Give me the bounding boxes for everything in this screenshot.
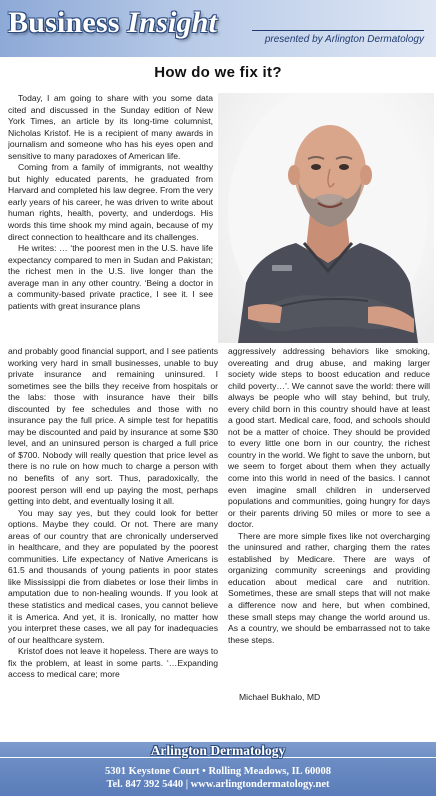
article-paragraph: You may say yes, but they could look for better options. Maybe they could. Or not. There are many areas of our country that are chronically underserved in healthcare, and they are populated by the poorest communities. Life expectancy of Native Americans is 61.5 and thousands of young patients in poor states like Mississippi die from diabetes or lose their limbs in amputation due to non-healing wounds. If you look at these statistics and medical cases, you cannot believe it is America. And yet, it is. Ironically, no matter how you interpret these cases, we all pay for inadequacies of our healthcare system.	[8, 507, 218, 645]
article-paragraph: There are more simple fixes like not overcharging the uninsured and rather, charging them the rates established by Medicare. There are ways of organizing community screenings and providing education about medical care and nutrition. Sometimes, these are small steps that will not make a difference now and here, but when combined, these small steps may change the world around us. As a country, we should be embarrassed not to take these steps.	[228, 530, 430, 645]
article-column-right	[228, 346, 430, 666]
brand-title	[8, 6, 217, 40]
presented-rule	[252, 30, 424, 31]
footer-address: 5301 Keystone Court • Rolling Meadows, IL 60008	[105, 766, 331, 777]
article-paragraph: aggressively addressing behaviors like smoking, overeating and drug abuse, and making larger society wide steps to boost education and reduce child poverty…’. We cannot save the world: there will always be people who will stay behind, but truly, every child born in this country should have at least a good start. Medical care, food, and schools should not be a matter of choice. They should be provided to every little one born in our country, the richest country in the world. We fight to save the unborn, but we seem to forget about them when they actually come into this world in need of the basics. I cannot even imagine small children in underserved populations and communities, going hungry for days or their parents driving 50 miles or more to see a doctor.	[228, 346, 430, 530]
footer-title: Arlington Dermatology	[150, 743, 286, 758]
brand-title-second: Insight	[127, 6, 218, 39]
article-paragraph: He writes: … ‘the poorest men in the U.S. have life expectancy compared to men in Sudan and Pakistan; the richest men in the U.S. live longer than the average man in any other country. ‘Being a doctor in a community-based private practice, I see it. I see patients with great insurance plans	[8, 243, 213, 311]
article-paragraph: and probably good financial support, and I see patients working very hard in small businesses, unable to buy private insurance and remaining uninsured. I sometimes see the bills they receive from hospitals or the labs: those with insurance have their bills discounted by fee schedules and those with no insurance pay the full price. A simple test for hepatitis may be discounted and paid by insurance at some $30 level, and an uninsured person is charged a full price of $700. Nobody will really question that price level as there is no rule on how much to charge a person with no benefits of any sort. Thus, paradoxically, the poorest person will end up paying the most, perhaps getting into debt, and eventually losing it all.	[8, 346, 218, 507]
footer-contact: Tel. 847 392 5440 | www.arlingtondermatology.net	[106, 779, 330, 790]
article-paragraph: Today, I am going to share with you some data cited and discussed in the Sunday edition of New York Times, an article by its long-time columnist, Nicholas Kristof. He is a recipient of many awards in journalism and someone who has his eyes open and sensitive to many paradoxes of American life.	[8, 93, 213, 161]
author-signature: Michael Bukhalo, MD	[239, 692, 321, 702]
author-photo	[218, 93, 434, 343]
article-paragraph: Kristof does not leave it hopeless. There are ways to fix the problem, at least in some parts. ‘…Expanding access to medical care; more	[8, 646, 218, 680]
article-headline: How do we fix it?	[154, 64, 282, 81]
presented-by: presented by Arlington Dermatology	[264, 34, 424, 45]
header-banner	[0, 0, 436, 57]
article-paragraph: Coming from a family of immigrants, not wealthy but highly educated parents, he graduated from Harvard and completed his law degree. From the very early years of his career, he was driven to write about human rights, health, poverty, and underdogs. His words this time shook my mind again, because of my direct connection to healthcare and its challenges.	[8, 162, 213, 242]
article-column-left-top	[8, 93, 213, 347]
brand-title-first: Business	[8, 6, 128, 39]
article-column-left-bottom	[8, 346, 218, 754]
doctor-portrait-icon	[218, 93, 434, 343]
